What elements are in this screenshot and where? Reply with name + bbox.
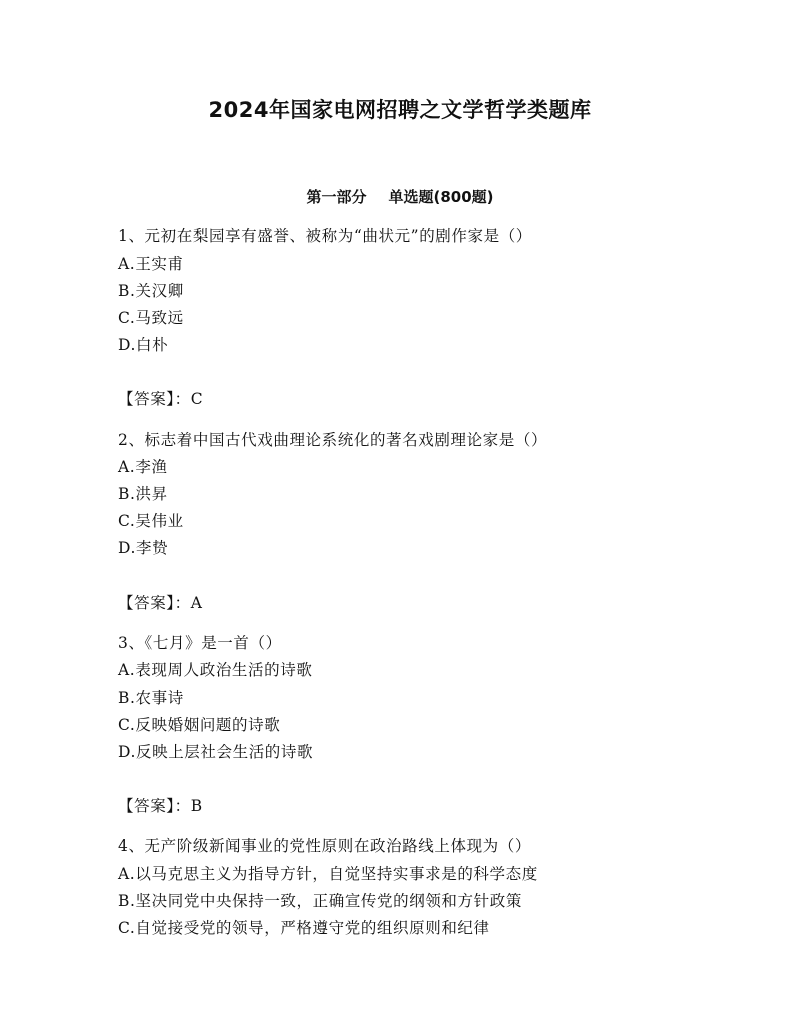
answer-label: 【答案】： bbox=[118, 797, 191, 815]
document-title: 2024年国家电网招聘之文学哲学类题库 bbox=[208, 98, 592, 122]
section-part: 第一部分 bbox=[306, 188, 367, 206]
question-3-option-d: D.反映上层社会生活的诗歌 bbox=[118, 743, 314, 761]
question-3-option-c: C.反映婚姻问题的诗歌 bbox=[118, 716, 281, 734]
answer-value: C bbox=[190, 390, 204, 408]
question-4-option-a: A.以马克思主义为指导方针，自觉坚持实事求是的科学态度 bbox=[118, 865, 538, 883]
question-2-stem: 2、标志着中国古代戏曲理论系统化的著名戏剧理论家是（） bbox=[118, 431, 548, 449]
question-1-stem: 1、元初在梨园享有盛誉、被称为“曲状元”的剧作家是（） bbox=[118, 227, 532, 245]
answer-label: 【答案】： bbox=[118, 390, 191, 408]
question-3-option-a: A.表现周人政治生活的诗歌 bbox=[118, 661, 313, 679]
answer-label: 【答案】： bbox=[118, 594, 191, 612]
question-4-option-b: B.坚决同党中央保持一致，正确宣传党的纲领和方针政策 bbox=[118, 892, 522, 910]
question-1-answer bbox=[118, 389, 203, 409]
answer-value: A bbox=[190, 594, 203, 612]
question-2-answer bbox=[118, 593, 203, 613]
question-3-option-b: B.农事诗 bbox=[118, 689, 184, 707]
question-1-option-c: C.马致远 bbox=[118, 309, 184, 327]
question-3-stem: 3、《七月》是一首（） bbox=[118, 634, 282, 652]
section-name: 单选题(800题) bbox=[388, 188, 494, 206]
section-heading bbox=[0, 186, 800, 207]
question-2-option-d: D.李贽 bbox=[118, 539, 169, 557]
question-2-option-b: B.洪昇 bbox=[118, 485, 168, 503]
question-4-stem: 4、无产阶级新闻事业的党性原则在政治路线上体现为（） bbox=[118, 837, 531, 855]
answer-value: B bbox=[190, 797, 203, 815]
question-4-option-c: C.自觉接受党的领导，严格遵守党的组织原则和纪律 bbox=[118, 919, 490, 937]
question-1-option-d: D.白朴 bbox=[118, 336, 169, 354]
question-2-option-c: C.吴伟业 bbox=[118, 512, 184, 530]
question-3-answer bbox=[118, 796, 203, 816]
question-2-option-a: A.李渔 bbox=[118, 458, 168, 476]
question-1-option-b: B.关汉卿 bbox=[118, 282, 184, 300]
question-1-option-a: A.王实甫 bbox=[118, 255, 184, 273]
